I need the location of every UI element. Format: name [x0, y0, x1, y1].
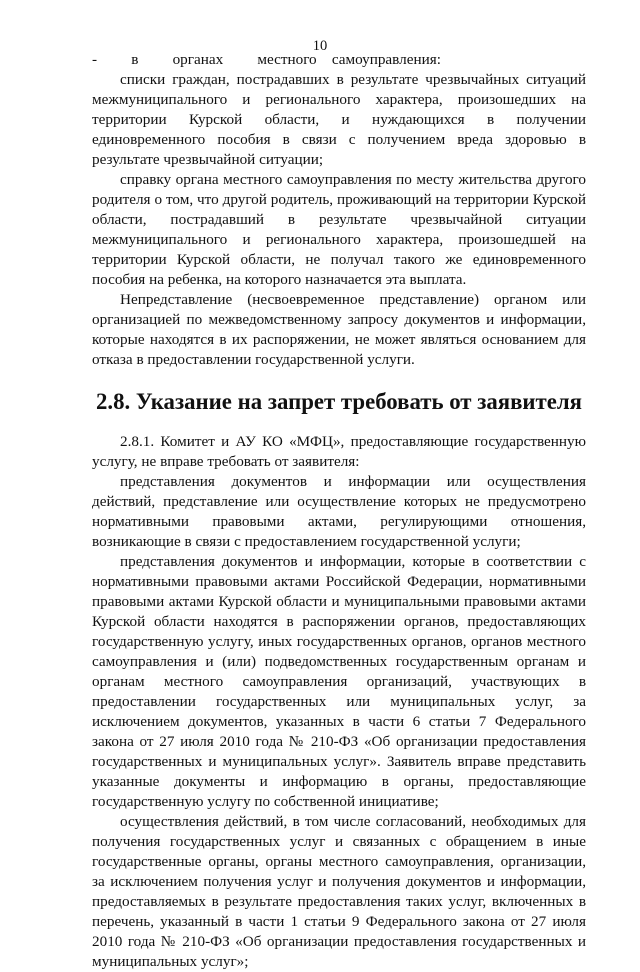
- page-number: 10: [312, 38, 328, 54]
- paragraph-victims-lists: списки граждан, пострадавших в результате чрезвычайных ситуаций межмуниципального и регионального характера, произошедших на территории Курской области, и нуждающихся в получении единовременного пособия в связи с получением вреда здоровью в результате чрезвычайной ситуации;: [92, 71, 586, 168]
- paragraph-not-provided-by-acts: представления документов и информации или осуществления действий, представление или осуществление которых не предусмотрено нормативными правовыми актами, регулирующими отношения, возникающие в связи с предоставлением государственной услуги;: [92, 473, 586, 550]
- intro-line: - в органах местного самоуправления:: [92, 51, 441, 68]
- paragraph-documents-in-possession: представления документов и информации, которые в соответствии с нормативными правовыми актами Российской Федерации, нормативными правовыми актами Курской области и муниципальными правовыми актами Курской области находятся в распоряжении органов, предоставляющих государственную услугу, иных государственных органов, органов местного самоуправления и (или) подведомственных государственным органам и органам местного самоуправления организаций, участвующих в предоставлении государственных или муниципальных услуг, за исключением документов, указанных в части 6 статьи 7 Федерального закона от 27 июля 2010 года № 210-ФЗ «Об организации предоставления государственных и муниципальных услуг». Заявитель вправе представить указанные документы и информацию в органы, предоставляющие государственную услугу по собственной инициативе;: [92, 553, 586, 810]
- section-heading: 2.8. Указание на запрет требовать от заявителя: [96, 389, 582, 414]
- document-body: [92, 50, 586, 972]
- paragraph-non-submission: Непредставление (несвоевременное представление) органом или организацией по межведомственному запросу документов и информации, которые находятся в их распоряжении, не может являться основанием для отказа в предоставлении государственной услуги.: [92, 291, 586, 368]
- paragraph-parent-certificate: справку органа местного самоуправления по месту жительства другого родителя о том, что другой родитель, проживающий на территории Курской области, пострадавший в результате чрезвычайной ситуации межмуниципального и регионального характера, произошедшей на территории Курской области, не получал такого же единовременного пособия на ребенка, на которого назначается эта выплата.: [92, 171, 586, 288]
- paragraph-2-8-1: 2.8.1. Комитет и АУ КО «МФЦ», предоставляющие государственную услугу, не вправе требовать от заявителя:: [92, 433, 586, 470]
- paragraph-actions-approvals: осуществления действий, в том числе согласований, необходимых для получения государственных услуг и связанных с обращением в иные государственные органы, органы местного самоуправления, организации, за исключением получения услуг и получения документов и информации, предоставляемых в результате предоставления таких услуг, включенных в перечень, указанный в части 1 статьи 9 Федерального закона от 27 июля 2010 года № 210-ФЗ «Об организации предоставления государственных и муниципальных услуг»;: [92, 813, 586, 970]
